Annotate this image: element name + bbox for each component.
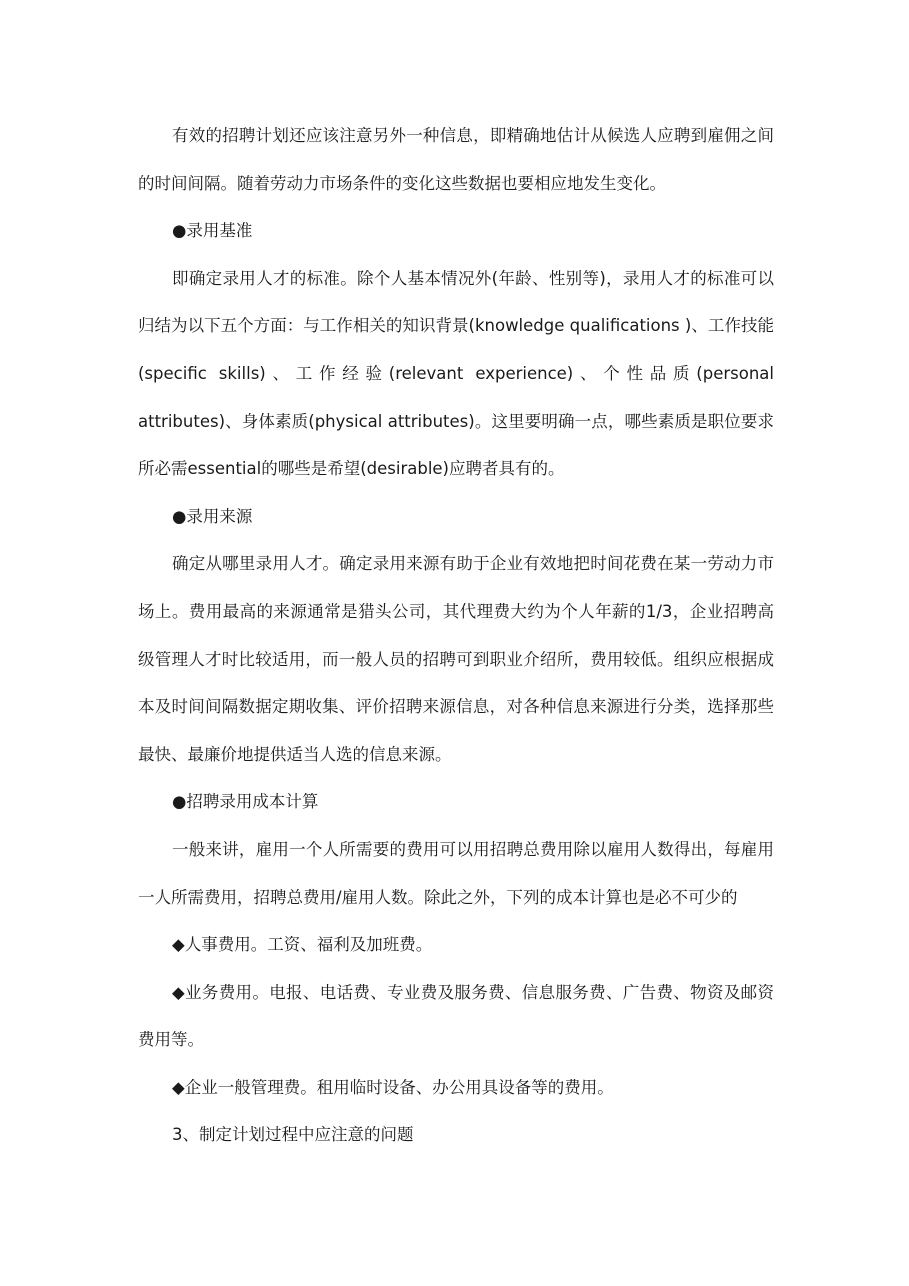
heading-hiring-sources: ●录用来源 [172,506,253,526]
document-body [138,112,774,1159]
list-item-business-cost: ◆业务费用。电报、电话费、专业费及服务费、信息服务费、广告费、物资及邮资费用等。 [138,982,774,1050]
list-item-admin-cost: ◆企业一般管理费。租用临时设备、办公用具设备等的费用。 [172,1077,614,1097]
section-heading-planning-issues: 3、制定计划过程中应注意的问题 [172,1125,414,1145]
paragraph-hiring-criteria: 即确定录用人才的标准。除个人基本情况外(年龄、性别等)，录用人才的标准可以归结为以下五个方面：与工作相关的知识背景(knowledge qualifications )、工作技能(specific skills)、工作经验(relevant experience)、个性品质(personal attributes)、身体素质(physical attributes)。这里要明确一点，哪些素质是职位要求所必需essential的哪些是希望(desirable)应聘者具有的。 [138,268,774,479]
heading-cost-calculation: ●招聘录用成本计算 [172,792,319,812]
paragraph-hiring-sources: 确定从哪里录用人才。确定录用来源有助于企业有效地把时间花费在某一劳动力市场上。费用最高的来源通常是猎头公司，其代理费大约为个人年薪的1/3，企业招聘高级管理人才时比较适用，而一般人员的招聘可到职业介绍所，费用较低。组织应根据成本及时间间隔数据定期收集、评价招聘来源信息，对各种信息来源进行分类，选择那些最快、最廉价地提供适当人选的信息来源。 [138,554,774,764]
list-item-personnel-cost: ◆人事费用。工资、福利及加班费。 [172,935,433,955]
paragraph-cost-calculation: 一般来讲，雇用一个人所需要的费用可以用招聘总费用除以雇用人数得出，每雇用一人所需费用，招聘总费用/雇用人数。除此之外，下列的成本计算也是必不可少的 [138,839,774,907]
paragraph-time-interval: 有效的招聘计划还应该注意另外一种信息，即精确地估计从候选人应聘到雇佣之间的时间间隔。随着劳动力市场条件的变化这些数据也要相应地发生变化。 [138,126,774,193]
heading-hiring-criteria: ●录用基准 [172,221,253,241]
